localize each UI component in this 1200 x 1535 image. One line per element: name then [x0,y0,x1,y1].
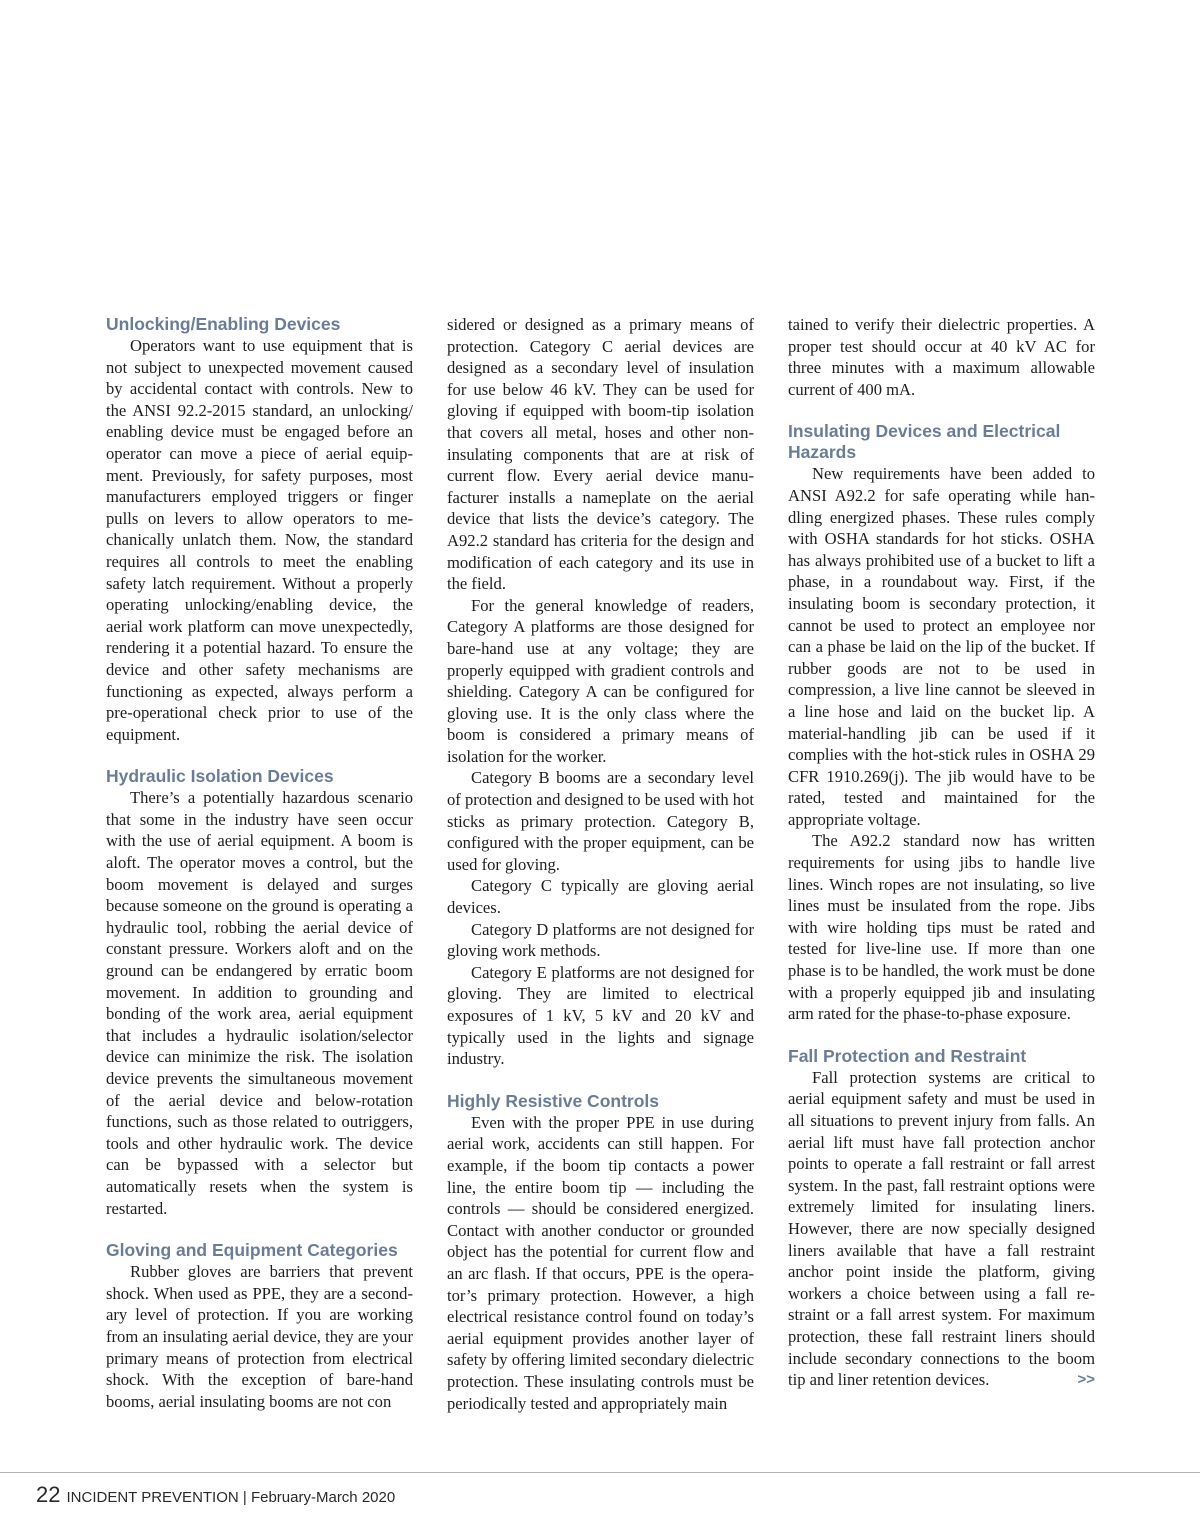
column-3 [788,314,1095,1391]
section-heading-highly-resistive-controls: Highly Resistive Controls [447,1090,659,1111]
paragraph: New requirements have been added to ANSI A92.2 for safe operating while handling energized phases. These rules comply with OSHA standards for hot sticks. OSHA has always prohibited use of a bucket to lift a phase, in a roundabout way. First, if the insulating boom is secondary protection, it cannot be used to protect an employee nor can a phase be laid on the lip of the bucket. If rubber goods are not to be used in compression, a live line cannot be sleeved in a line hose and laid on the bucket lip. A material-handling jib can be used if it complies with the hot-stick rules in OSHA 29 CFR 1910.269(j). The jib would have to be rated, tested and maintained for the appropriate voltage. [788,464,1095,829]
section-heading-insulating-devices-electrical-hazards: Insulating Devices and Electrical Hazards [788,421,1061,463]
section-heading-gloving-equipment-categories: Gloving and Equipment Categories [106,1240,398,1261]
paragraph-last [788,1067,1095,1391]
section-heading-fall-protection-restraint: Fall Protection and Restraint [788,1045,1027,1066]
column-2 [447,314,754,1414]
paragraph: Category E platforms are not designed for gloving. They are limited to electrical exposures of 1 kV, 5 kV and 20 kV and typically used in the lights and signage industry. [447,962,754,1069]
section-heading-unlocking-enabling-devices: Unlocking/Enabling Devices [106,314,341,334]
column-1 [106,314,413,1412]
paragraph: Rubber gloves are barriers that prevent shock. When used as PPE, they are a secondary level of protection. If you are working from an insulating aerial device, they are your primary means of protection from electrical shock. With the exception of bare-hand booms, aerial insulating booms are not con [106,1262,413,1411]
paragraph: The A92.2 standard now has written requirements for using jibs to handle live lines. Winch ropes are not insulating, so live lines must be insulated from the rope. Jibs with wire holding tips must be rated and tested for live-line use. If more than one phase is to be handled, the work must be done with a properly equipped jib and insulating arm rated for the phase-to-phase exposure. [788,831,1095,1024]
paragraph: Category D platforms are not designed for gloving work methods. [447,919,754,961]
paragraph: For the general knowledge of readers, Category A platforms are those designed for bare-hand use at any voltage; they are properly equipped with gradient controls and shielding. Category A can be configured for gloving use. It is the only class where the boom is considered a primary means of isolation for the worker. [447,595,754,766]
paragraph-text: Fall protection systems are critical to aerial equipment safety and must be used in all situations to prevent injury from falls. An aerial lift must have fall protection anchor points to operate a fall restraint or fall arrest system. In the past, fall restraint options were extremely limited for insulating liners. However, there are now specially designed liners available that have a fall restraint anchor point inside the platform, giving workers a choice between using a fall restraint or a fall arrest system. For maximum protection, these fall restraint liners should include secondary connections to the boom tip and liner retention devices. [788,1067,1095,1390]
paragraph: tained to verify their dielectric properties. A proper test should occur at 40 kV AC for three minutes with a maximum allowable current of 400 mA. [788,315,1095,399]
paragraph: Even with the proper PPE in use during aerial work, accidents can still happen. For example, if the boom tip contacts a power line, the entire boom tip — including the controls — should be considered energized. Contact with another conductor or grounded object has the potential for current flow and an arc flash. If that occurs, PPE is the operator’s primary protection. However, a high electrical resistance control found on today’s aerial equipment provides another layer of safety by offering limited secondary dielectric protection. These insulating controls must be periodically tested and appropriately main [447,1112,754,1413]
continued-marker: >> [1077,1371,1095,1389]
paragraph: Category C typically are gloving aerial devices. [447,876,754,918]
paragraph: sidered or designed as a primary means of protection. Category C aerial devices are designed as a secondary level of insulation for use below 46 kV. They can be used for gloving if equipped with boom-tip isolation that covers all metal, hoses and other non-insulating components that are at risk of current flow. Every aerial device manufacturer installs a nameplate on the aerial device that lists the device’s category. The A92.2 standard has criteria for the design and modification of each category and its use in the field. [447,315,754,594]
page-footer [36,1482,395,1508]
paragraph: Operators want to use equipment that is not subject to unexpected movement caused by accidental contact with controls. New to the ANSI 92.2-2015 standard, an unlocking/​enabling device must be engaged before an operator can move a piece of aerial equipment. Previously, for safety purposes, most manufacturers employed triggers or finger pulls on levers to allow operators to mechanically unlatch them. Now, the standard requires all controls to meet the enabling safety latch requirement. Without a properly operating unlocking/enabling device, the aerial work platform can move unexpectedly, rendering it a potential hazard. To ensure the device and other safety mechanisms are functioning as expected, always perform a pre-operational check prior to use of the equipment. [106,336,413,744]
section-heading-hydraulic-isolation-devices: Hydraulic Isolation Devices [106,766,334,787]
footer-divider [0,1472,1200,1473]
paragraph: There’s a potentially hazardous scenario that some in the industry have seen occur with the use of aerial equipment. A boom is aloft. The operator moves a control, but the boom movement is delayed and surges because someone on the ground is operating a hydraulic tool, robbing the aerial device of constant pressure. Workers aloft and on the ground can be endangered by erratic boom movement. In addition to grounding and bonding of the work area, aerial equipment that includes a hydraulic isolation/​selector device can minimize the risk. The isolation device prevents the simultaneous movement of the aerial device and below-rotation functions, such as those related to outriggers, tools and other hydraulic work. The device can be bypassed with a selector but automatically resets when the system is restarted. [106,788,413,1218]
footer-publication-info: INCIDENT PREVENTION | February-March 2020 [66,1489,396,1506]
page-number: 22 [36,1482,61,1507]
paragraph: Category B booms are a secondary level of protection and designed to be used with hot sticks as primary protection. Category B, configured with the proper equipment, can be used for gloving. [447,768,754,874]
